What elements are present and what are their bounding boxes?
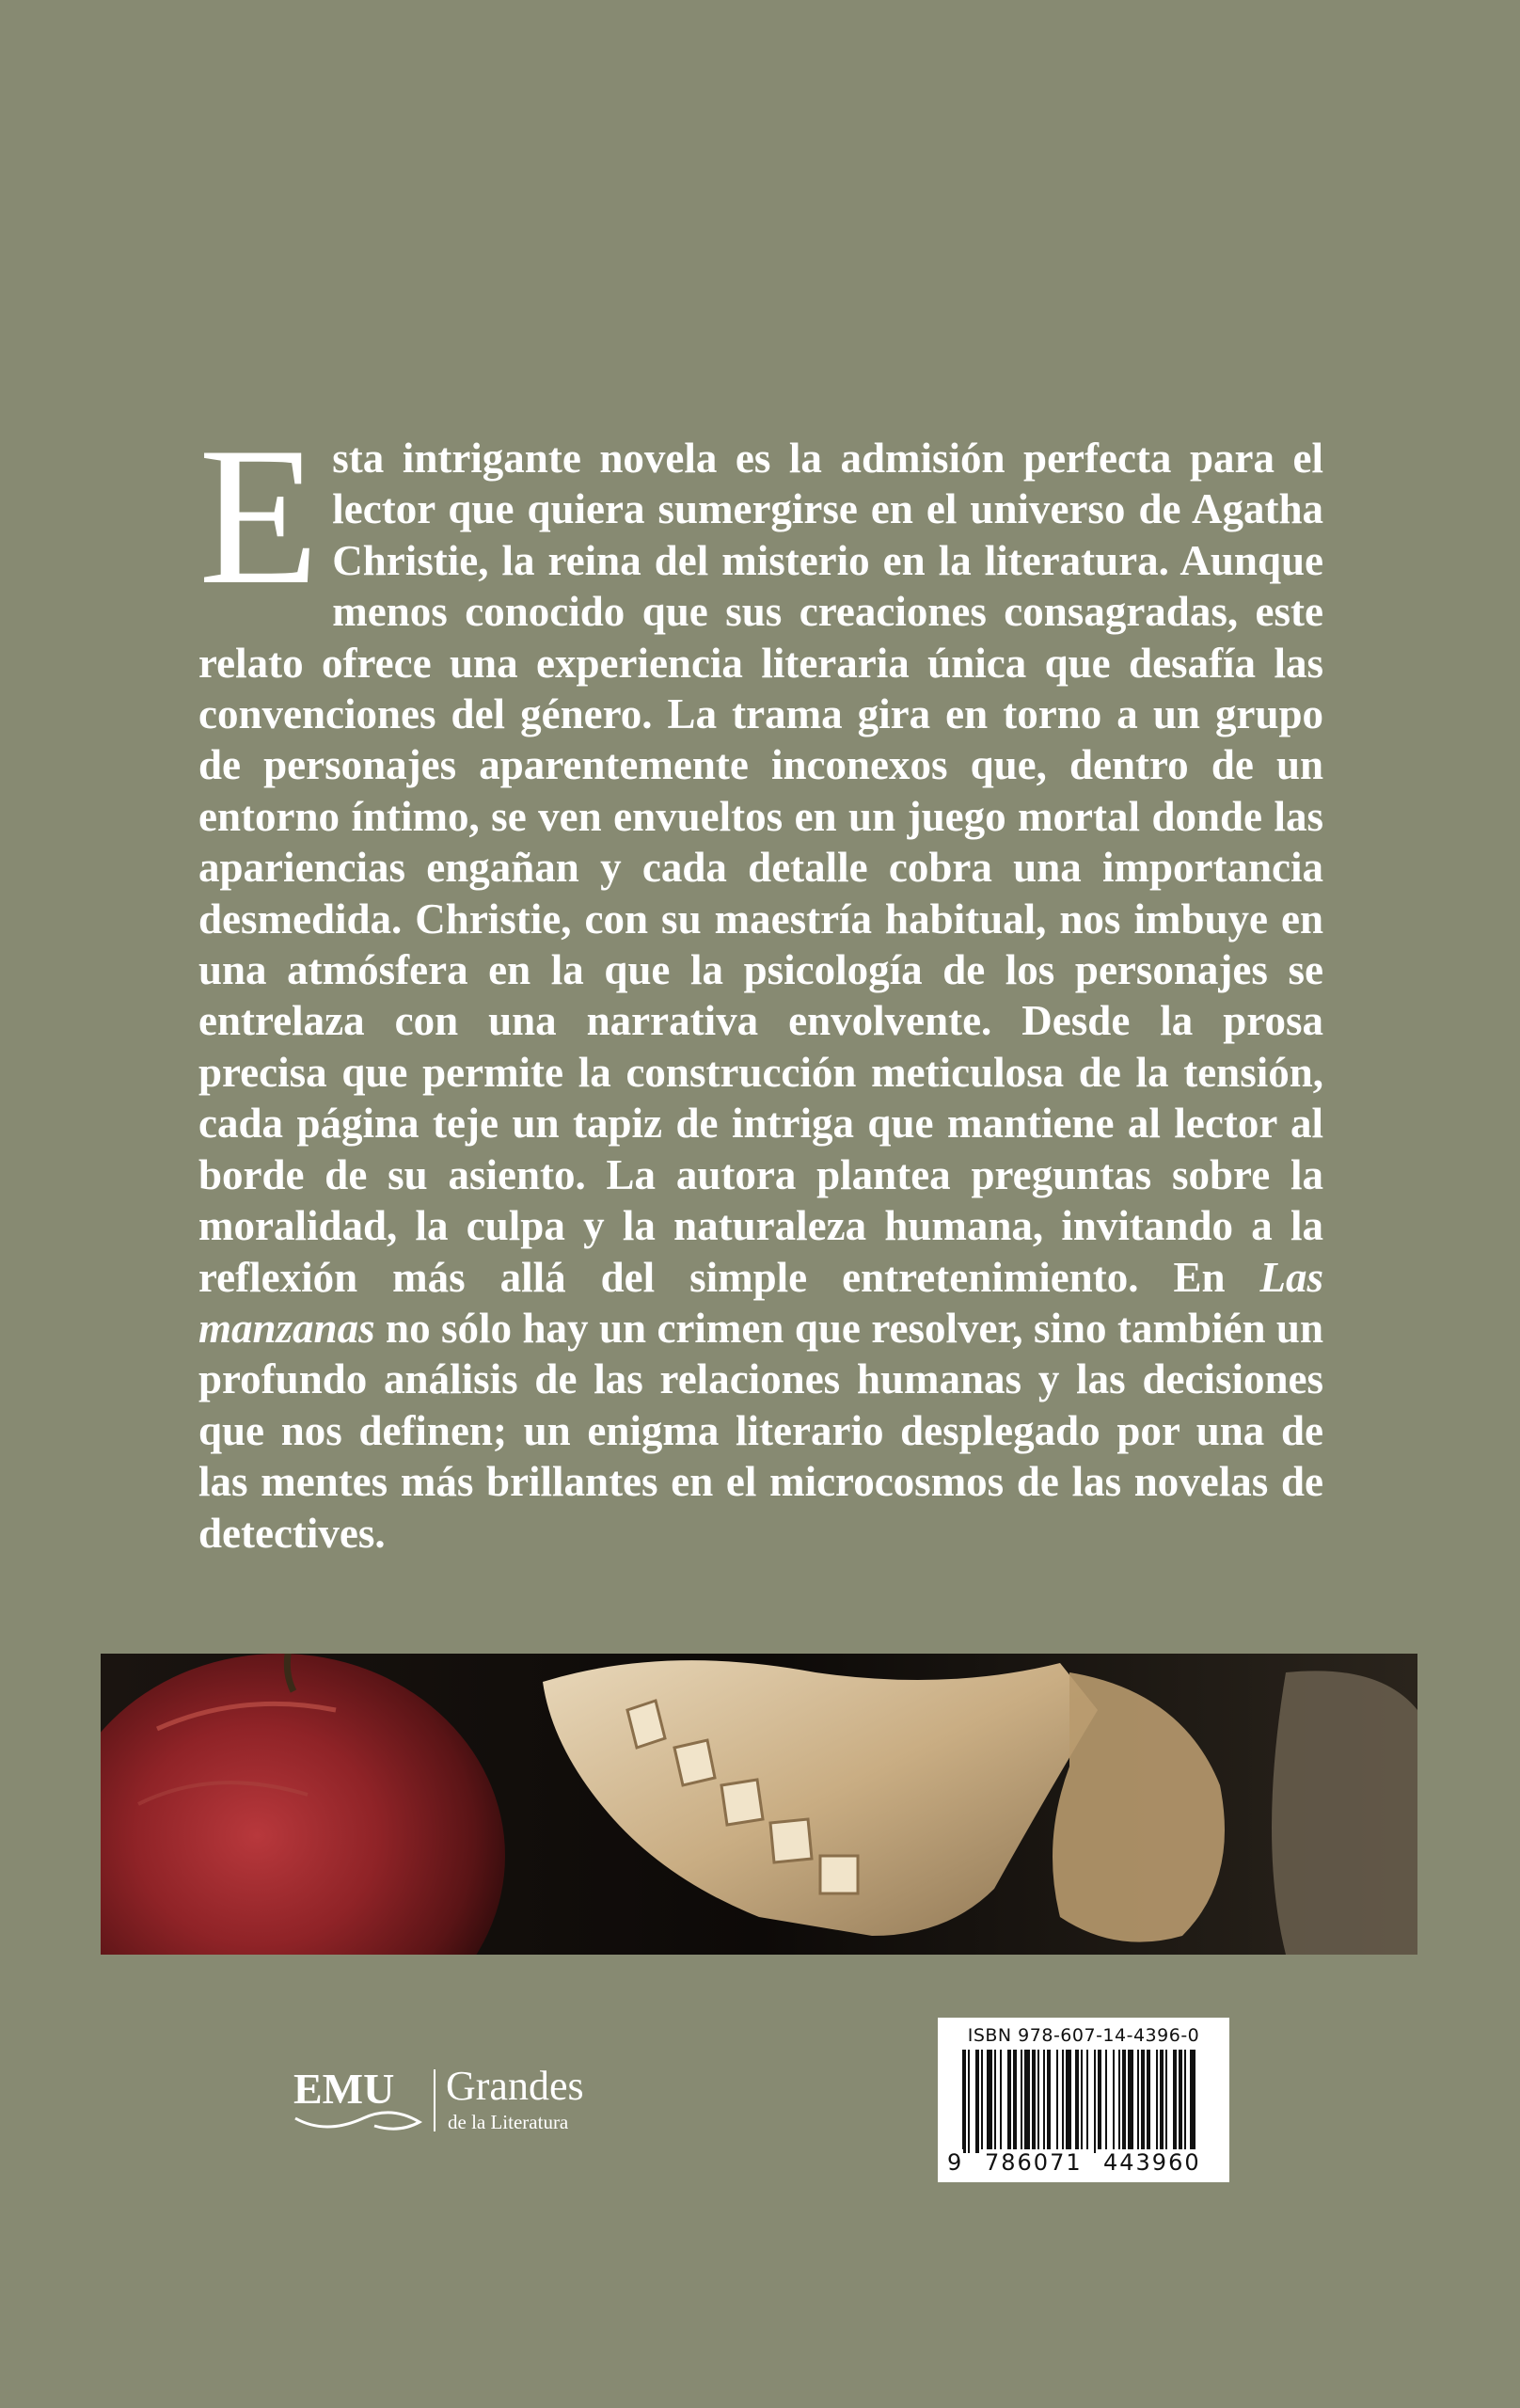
blurb-text-part-2: no sólo hay un crimen que resolver, sino también un profundo análisis de las relaciones humanas y las decisiones que nos definen; un enigma literario desplegado por una de las mentes más brillantes en el microcosmos de las novelas de detectives. [198, 1304, 1323, 1557]
drop-cap: E [198, 407, 320, 626]
publisher-logo [288, 2060, 645, 2145]
barcode-bars [938, 2050, 1229, 2158]
isbn-label: ISBN 978-607-14-4396-0 [967, 2025, 1200, 2046]
barcode-digits [938, 2149, 1229, 2178]
publisher-name: Grandes [446, 2063, 584, 2109]
publisher-subtitle: de la Literatura [448, 2111, 569, 2133]
isbn-barcode [938, 2018, 1229, 2182]
publisher-divider [434, 2069, 435, 2131]
blurb-text-part-1: sta intrigante novela es la admisión perfecta para el lector que quiera sumergirse en el universo de Agatha Christie, la reina del misterio en la literatura. Aunque menos conocido que sus creaciones consagradas, este relato ofrece una experiencia literaria única que desafía las convenciones del género. La trama gira en torno a un grupo de personajes aparentemente inconexos que, dentro de un entorno íntimo, se ven envueltos en un juego mortal donde las apariencias engañan y cada detalle cobra una importancia desmedida. Christie, con su maestría habitual, nos imbuye en una atmósfera en la que la psicología de los personajes se entrelaza con una narrativa envolvente. Desde la prosa precisa que permite la construcción meticulosa de la tensión, cada página teje un tapiz de intriga que mantiene al lector al borde de su asiento. La autora plantea preguntas sobre la moralidad, la culpa y la naturaleza humana, invitando a la reflexión más allá del simple entretenimiento. En [198, 435, 1323, 1301]
apple-skull-illustration [101, 1654, 1417, 1955]
back-cover-blurb [198, 407, 1323, 1559]
barcode-digits-left: 786071 [979, 2149, 1088, 2176]
barcode-digits-right: 443960 [1098, 2149, 1207, 2176]
emu-logo-letters: EMU [293, 2065, 395, 2113]
apple-and-skull-photo [101, 1654, 1417, 1955]
book-title-italic: Las manzanas [198, 1253, 1323, 1352]
barcode-digit-first: 9 [947, 2149, 962, 2176]
emu-logo-icon [288, 2060, 429, 2145]
